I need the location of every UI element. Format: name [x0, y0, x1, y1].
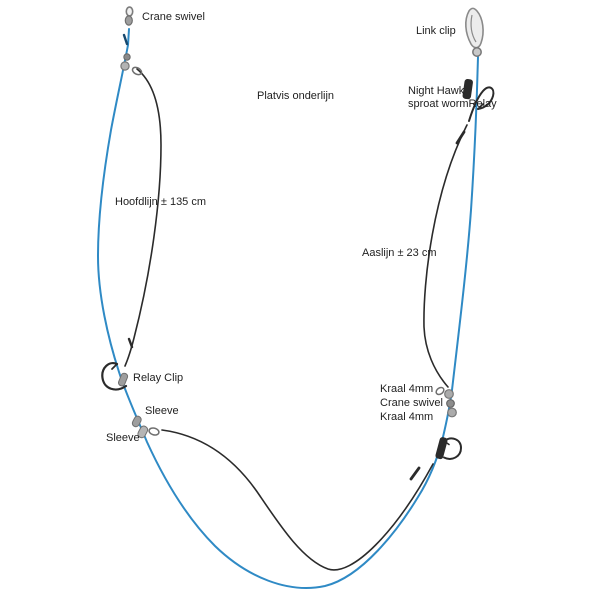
label-kraal-top: Kraal 4mm [380, 383, 434, 395]
label-kraal-stack [380, 382, 443, 424]
swivel-bead-cluster-icon [121, 54, 143, 76]
label-kraal-bottom: Kraal 4mm [380, 411, 434, 423]
label-crane-swivel-top: Crane swivel [142, 11, 205, 23]
label-hoofdlijn: Hoofdlijn ± 135 cm [115, 196, 207, 208]
snood-line-top-left [125, 69, 161, 366]
label-sleeve-upper: Sleeve [145, 405, 179, 417]
label-hook-name-line2: sproat wormRelay [408, 98, 497, 110]
link-clip-icon [466, 8, 483, 56]
label-crane-swivel-mid: Crane swivel [380, 397, 443, 409]
label-hook-name-line1: Night Hawk [408, 85, 465, 97]
label-hook-name [408, 85, 497, 111]
crane-swivel-icon [125, 7, 132, 25]
label-relay: Relay [468, 98, 497, 110]
rig-body-line [98, 29, 478, 588]
snood2-crimp [411, 468, 419, 479]
snood3-crimp [457, 132, 464, 143]
diagram-title: Platvis onderlijn [257, 90, 335, 102]
snood1-crimp [129, 339, 132, 347]
hook-bottom-right-icon [435, 436, 461, 459]
label-aaslijn: Aaslijn ± 23 cm [362, 247, 437, 259]
label-relay-clip: Relay Clip [133, 372, 184, 384]
snood-line-bottom [162, 430, 433, 570]
label-sleeve-lower: Sleeve [106, 432, 140, 444]
label-link-clip: Link clip [416, 25, 456, 37]
line-crimp-mark [124, 35, 127, 44]
